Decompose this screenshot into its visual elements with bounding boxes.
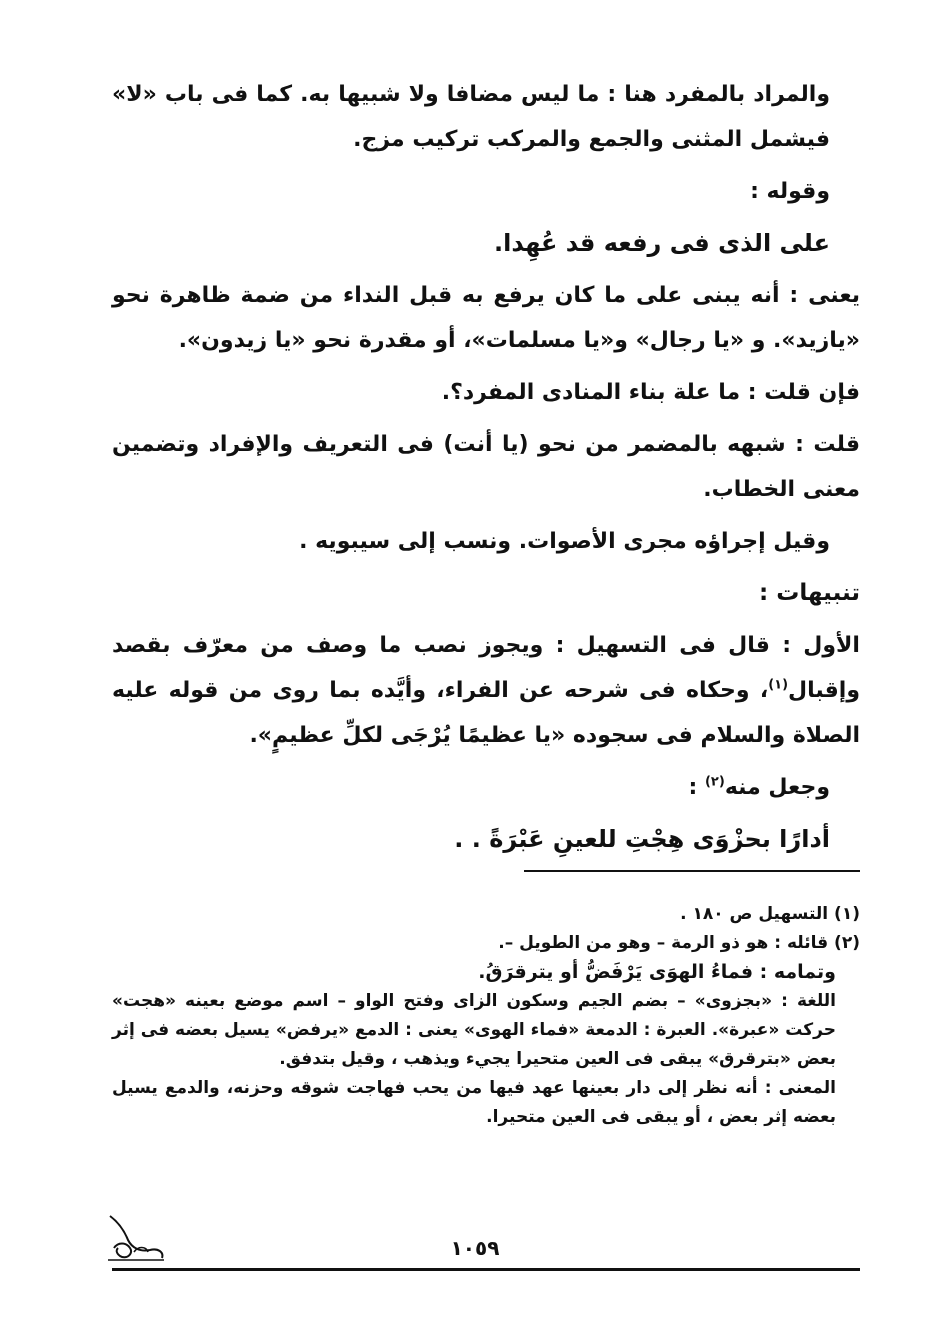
footnote-ref-2: (٢)	[704, 774, 725, 790]
paragraph-meaning: يعنى : أنه يبنى على ما كان يرفع به قبل النداء من ضمة ظاهرة نحو «يازيد». و «يا رجال» و«يا مسلمات»، أو مقدرة نحو «يا زيدون».	[112, 283, 860, 353]
footnote-2: (٢) قائله : هو ذو الرمة – وهو من الطويل –.	[498, 933, 860, 953]
first-note-text-b: ، وحكاه فى شرحه عن الفراء، وأيَّده بما روى من قوله عليه الصلاة والسلام فى سجوده «يا عظيمًا يُرْجَى لكلِّ عظيمٍ».	[112, 678, 860, 748]
footnotes	[112, 900, 860, 1132]
made-from-it-colon: :	[688, 775, 705, 800]
footnote-2-language: اللغة : «بجزوى» – بضم الجيم وسكون الزاى وفتح الواو – اسم موضع بعينه «هجت» حركت «عبرة». العبرة : الدمعة «فماء الهوى» يعنى : الدمع «يرفض» يسيل بعضه فى إثر بعض «بترقرق» يبقى فى العين متحيرا يجيء ويذهب ، وقيل بتدفق.	[112, 991, 836, 1069]
section-heading: تنبيهات :	[759, 580, 860, 606]
paragraph-made-from-it	[112, 765, 860, 810]
hand-drawn-seal-icon	[104, 1208, 168, 1266]
verse-line-2: أدارًا بحزْوَى هِجْتِ للعينِ عَبْرَةً . .	[454, 825, 830, 853]
footnote-ref-1: (١)	[768, 677, 789, 693]
paragraph-question: فإن قلت : ما علة بناء المنادى المفرد؟.	[441, 380, 860, 405]
footnote-separator	[524, 870, 860, 872]
first-note-lead: الأول :	[782, 633, 860, 658]
first-note-text-a: قال فى التسهيل : ويجوز نصب ما وصف من معرّف بقصد وإقبال	[112, 633, 860, 703]
page-number: ١٠٥٩	[450, 1236, 500, 1260]
paragraph-sibawayh: وقيل إجراؤه مجرى الأصوات. ونسب إلى سيبويه .	[299, 529, 830, 554]
paragraph-definition: والمراد بالمفرد هنا : ما ليس مضافا ولا شبيها به. كما فى باب «لا» فيشمل المثنى والجمع والمركب تركيب مزج.	[112, 82, 830, 152]
paragraph-his-saying: وقوله :	[750, 179, 830, 204]
paragraph-first-note	[112, 623, 860, 758]
footnote-2-completion: وتمامه : فماءُ الهوَى يَرْفَضُّ أو يترقرَقُ.	[478, 961, 836, 983]
footnote-2-meaning: المعنى : أنه نظر إلى دار بعينها عهد فيها من يحب فهاجت شوقه وحزنه، والدمع يسيل بعضه إثر بعض ، أو يبقى فى العين متحيرا.	[112, 1078, 836, 1127]
main-text	[112, 72, 860, 869]
footnote-1: (١) التسهيل ص ١٨٠ .	[680, 904, 860, 924]
made-from-it-text: وجعل منه	[724, 775, 830, 800]
page-bottom-rule	[112, 1268, 860, 1271]
paragraph-answer: قلت : شبهه بالمضمر من نحو (يا أنت) فى التعريف والإفراد وتضمين معنى الخطاب.	[112, 432, 860, 502]
verse-line-1: على الذى فى رفعه قد عُهِدا.	[494, 229, 830, 257]
